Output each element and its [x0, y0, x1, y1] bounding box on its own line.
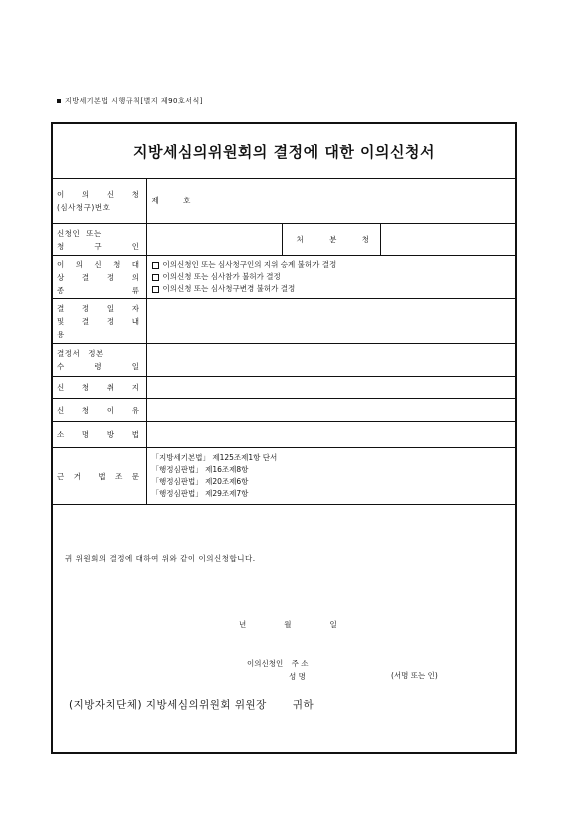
label-line: 처 분 청 [296, 235, 370, 244]
checkbox-option[interactable]: 이의신청 또는 심사참가 불허가 결정 [152, 271, 516, 283]
declaration-section [53, 504, 515, 755]
label-line: (심사청구)번호 [57, 203, 111, 212]
form-caption [57, 96, 203, 106]
appeal-form [51, 122, 517, 754]
checkbox-option[interactable]: 이의신청 또는 심사청구변경 불허가 결정 [152, 283, 516, 295]
address-label: 주 소 [291, 659, 309, 668]
label-evidence [53, 422, 146, 448]
label-purpose [53, 377, 146, 399]
agency-field[interactable] [380, 224, 515, 256]
label-receipt [53, 344, 146, 377]
applicant-field[interactable] [146, 224, 282, 256]
row-receipt [53, 344, 515, 377]
reason-field[interactable] [146, 399, 515, 422]
label-line: 수 령 일 [57, 362, 140, 371]
label-agency [282, 224, 380, 256]
label-line: 및 결 정 내 [57, 316, 140, 326]
row-legal-basis [53, 448, 515, 505]
checkbox-option[interactable]: 이의신청인 또는 심사청구인의 지위 승계 불허가 결정 [152, 259, 516, 271]
row-appeal-no [53, 179, 515, 224]
checkbox[interactable] [152, 274, 159, 281]
label-line: 결 정 일 자 [57, 303, 140, 313]
applicant-block [247, 657, 309, 683]
row-evidence [53, 422, 515, 448]
row-purpose [53, 377, 515, 399]
legal-basis-line: 「행정심판법」 제20조제6항 [151, 477, 249, 487]
label-decision [53, 299, 146, 344]
label-applicant [53, 224, 146, 256]
row-reason [53, 399, 515, 422]
appeal-no-suffix: 호 [183, 196, 191, 205]
addressee-name: (지방자치단체) 지방세심의위원회 위원장 [69, 699, 267, 711]
purpose-field[interactable] [146, 377, 515, 399]
legal-basis-line: 「지방세기본법」 제125조제1항 단서 [151, 453, 278, 463]
appeal-no-field[interactable] [146, 179, 515, 224]
label-line: 상 결 정 의 [57, 272, 140, 282]
date-year[interactable]: 년 [239, 620, 247, 629]
square-bullet-icon [57, 99, 61, 103]
checkbox[interactable] [152, 262, 159, 269]
row-applicant [53, 224, 515, 256]
applicant-label: 이의신청인 [247, 659, 284, 668]
applicant-address-line [247, 657, 309, 670]
addressee-honorific: 귀하 [292, 699, 315, 711]
name-label: 성 명 [289, 672, 306, 681]
label-line: 신 청 이 유 [57, 405, 140, 415]
label-reason [53, 399, 146, 422]
form-title: 지방세심의위원회의 결정에 대한 이의신청서 [133, 142, 435, 161]
label-line: 근 거 법 조 문 [57, 471, 140, 481]
date-day[interactable]: 일 [329, 620, 337, 629]
label-line: 이 의 신 청 대 [57, 259, 140, 269]
legal-basis-list [146, 448, 515, 505]
label-appeal-type [53, 256, 146, 299]
label-line: 결정서 정본 [57, 349, 104, 358]
addressee [69, 697, 314, 712]
label-line: 소 명 방 법 [57, 430, 140, 439]
appeal-no-prefix: 제 [151, 196, 159, 205]
caption-text: 지방세기본법 시행규칙[별지 제90호서식] [65, 97, 204, 105]
row-appeal-type [53, 256, 515, 299]
row-decision [53, 299, 515, 344]
receipt-field[interactable] [146, 344, 515, 377]
label-line: 이 의 신 청 [57, 190, 140, 199]
declaration-statement: 귀 위원회의 결정에 대하여 위와 같이 이의신청합니다. [65, 554, 256, 563]
label-appeal-no [53, 179, 146, 224]
evidence-field[interactable] [146, 422, 515, 448]
label-line: 신청인 또는 [57, 228, 102, 238]
decision-field[interactable] [146, 299, 515, 344]
legal-basis-line: 「행정심판법」 제16조제8항 [151, 465, 249, 475]
label-legal-basis [53, 448, 146, 505]
label-line: 용 [57, 329, 65, 339]
legal-basis-line: 「행정심판법」 제29조제7항 [151, 489, 249, 499]
appeal-type-options [146, 256, 515, 299]
form-table [53, 178, 515, 505]
label-line: 청 구 인 [57, 241, 140, 251]
checkbox[interactable] [152, 286, 159, 293]
date-month[interactable]: 월 [284, 620, 292, 629]
label-line: 신 청 취 지 [57, 383, 140, 392]
label-line: 종 류 [57, 285, 140, 295]
signature-note: (서명 또는 인) [391, 671, 438, 680]
date-line [239, 619, 337, 630]
